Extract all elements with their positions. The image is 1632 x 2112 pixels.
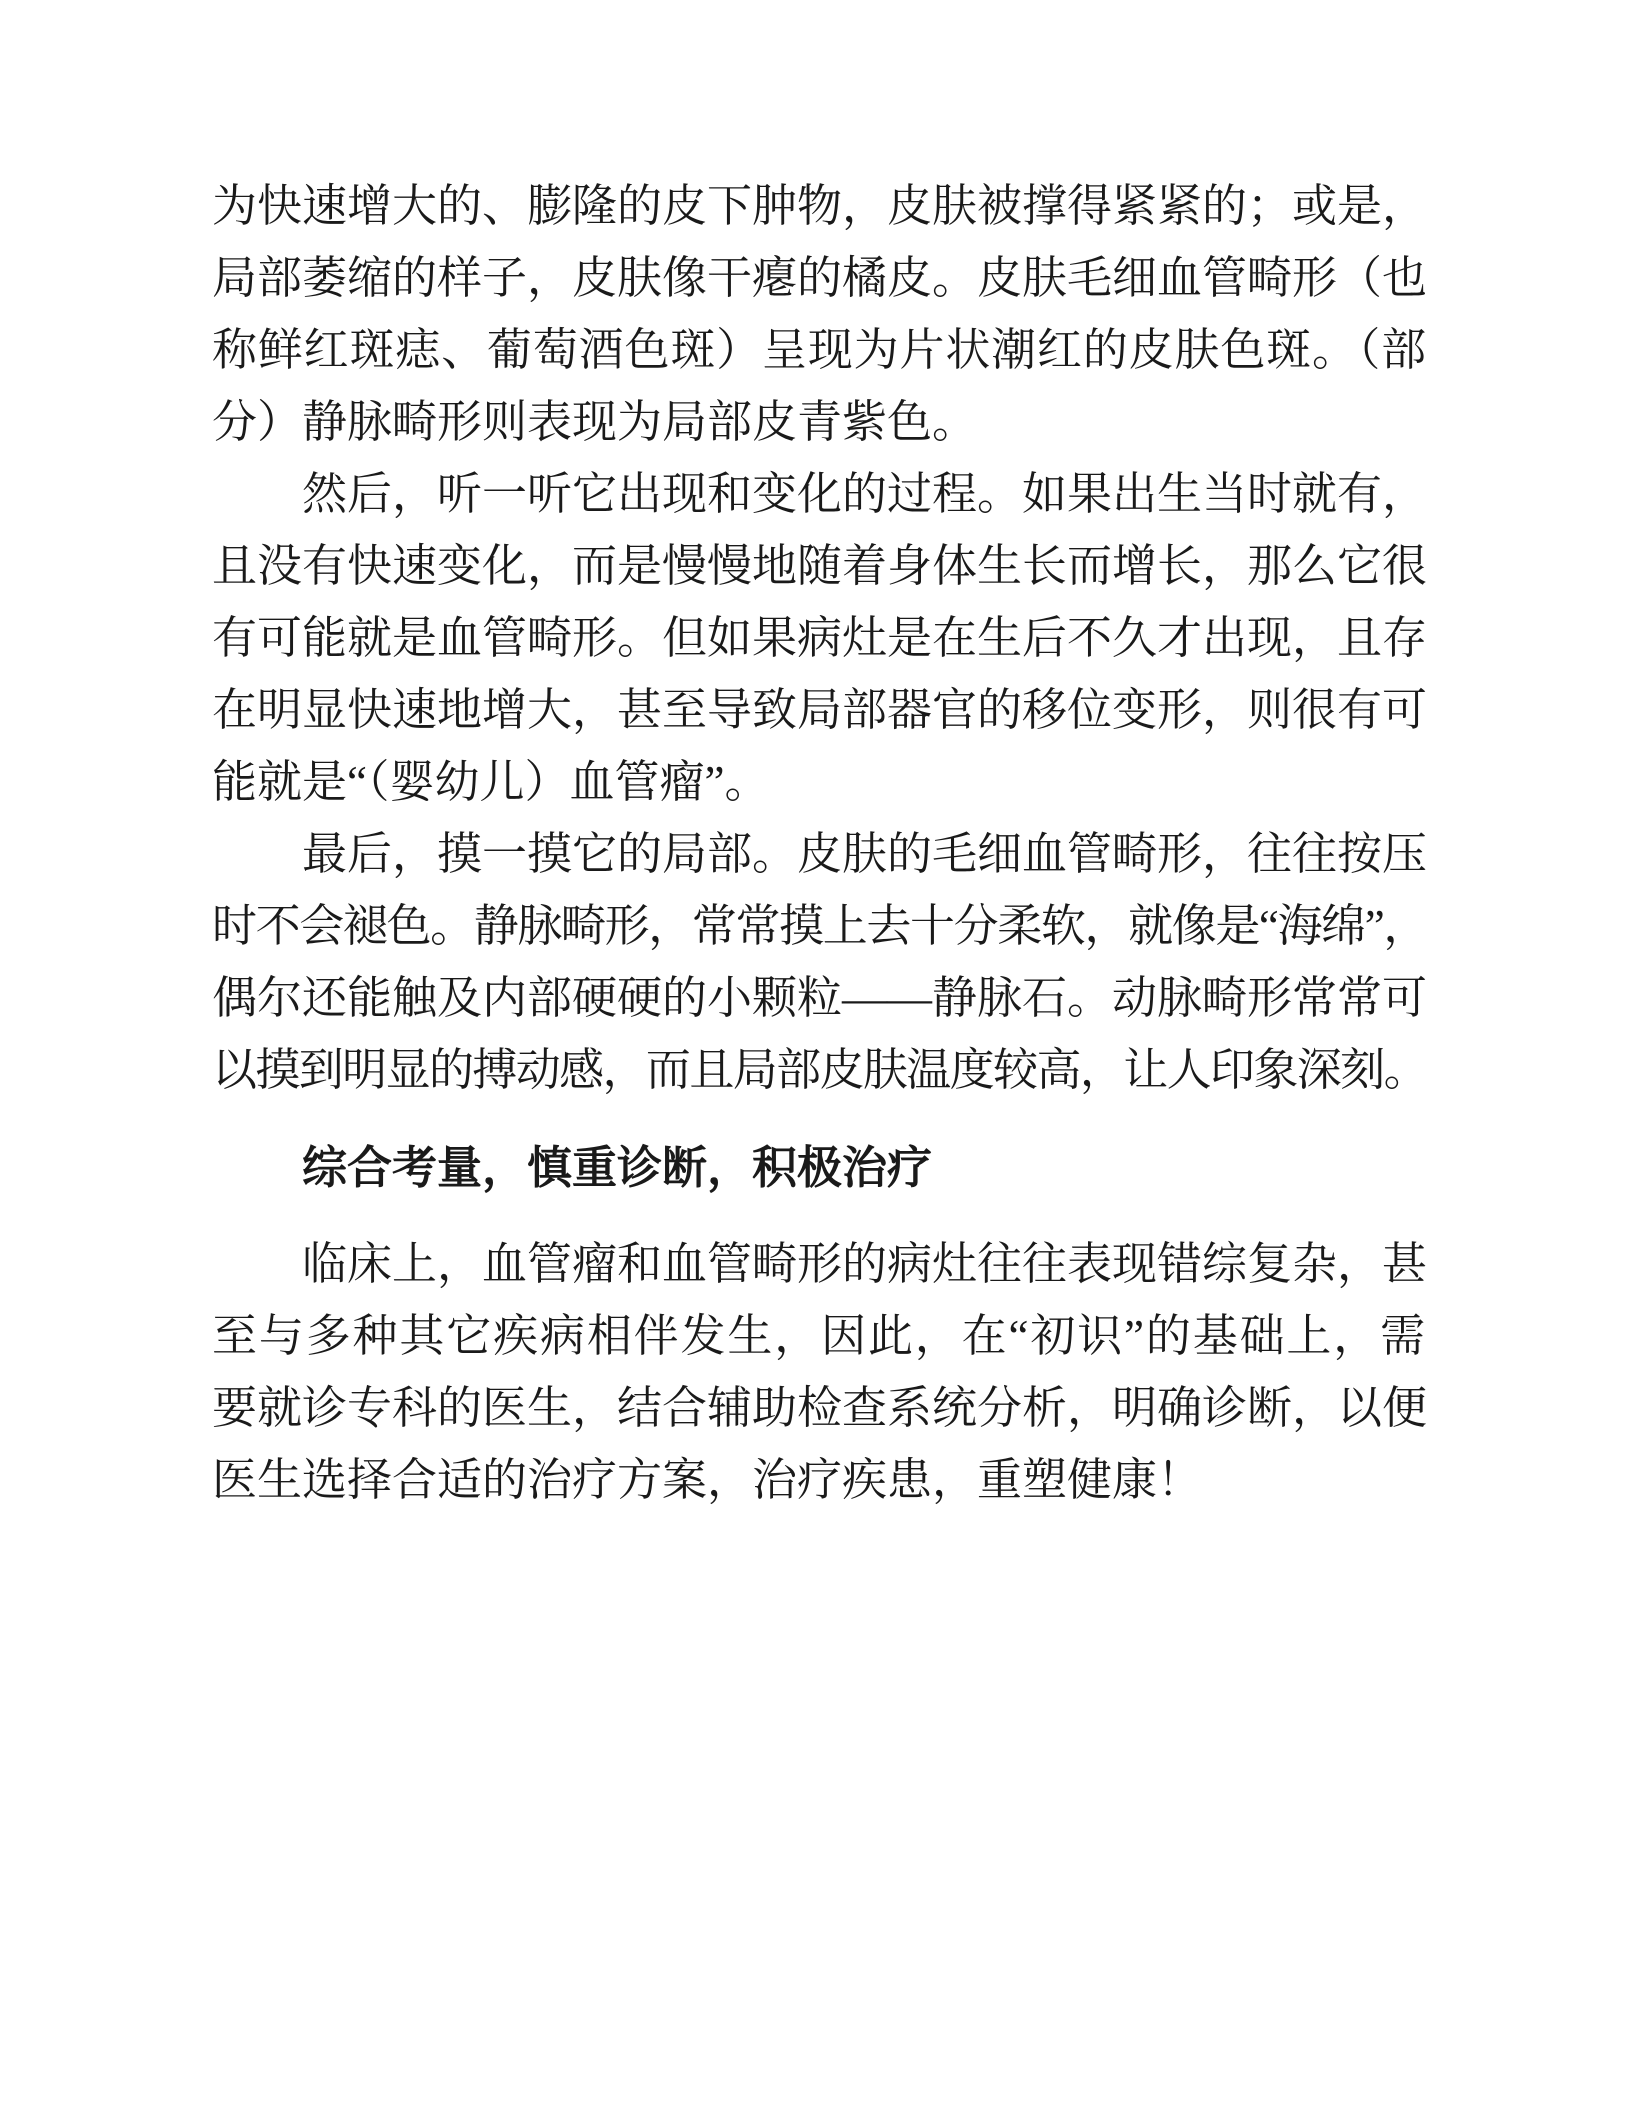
text-line: 偶尔还能触及内部硬硬的小颗粒——静脉石。动脉畸形常常可	[212, 973, 1427, 1023]
section-heading	[212, 1132, 1427, 1204]
text-line: 至与多种其它疾病相伴发生，因此，在“初识”的基础上，需	[212, 1311, 1427, 1361]
text-line: 局部萎缩的样子，皮肤像干瘪的橘皮。皮肤毛细血管畸形（也	[212, 253, 1427, 303]
heading-line: 综合考量，慎重诊断，积极治疗	[302, 1142, 933, 1193]
text-line: 临床上，血管瘤和血管畸形的病灶往往表现错综复杂，甚	[302, 1239, 1427, 1289]
text-line: 要就诊专科的医生，结合辅助检查系统分析，明确诊断，以便	[212, 1383, 1427, 1433]
text-line: 医生选择合适的治疗方案，治疗疾患，重塑健康！	[212, 1455, 1203, 1505]
text-line: 能就是“（婴幼儿）血管瘤”。	[212, 757, 770, 807]
text-line: 为快速增大的、膨隆的皮下肿物，皮肤被撑得紧紧的；或是，	[212, 181, 1427, 231]
text-line: 且没有快速变化，而是慢慢地随着身体生长而增长，那么它很	[212, 541, 1427, 591]
paragraph	[212, 818, 1427, 1106]
text-line: 分）静脉畸形则表现为局部皮青紫色。	[212, 397, 978, 447]
text-line: 以摸到明显的搏动感，而且局部皮肤温度较高，让人印象深刻。	[212, 1045, 1427, 1095]
text-line: 有可能就是血管畸形。但如果病灶是在生后不久才出现，且存	[212, 613, 1427, 663]
text-line: 时不会褪色。静脉畸形，常常摸上去十分柔软，就像是“海绵”，	[212, 901, 1427, 951]
paragraph	[212, 1228, 1427, 1516]
text-line: 称鲜红斑痣、葡萄酒色斑）呈现为片状潮红的皮肤色斑。（部	[212, 325, 1427, 375]
text-line: 然后，听一听它出现和变化的过程。如果出生当时就有，	[302, 469, 1427, 519]
text-line: 在明显快速地增大，甚至导致局部器官的移位变形，则很有可	[212, 685, 1427, 735]
paragraph	[212, 170, 1427, 458]
paragraph	[212, 458, 1427, 818]
text-line: 最后，摸一摸它的局部。皮肤的毛细血管畸形，往往按压	[302, 829, 1427, 879]
document-content	[212, 170, 1427, 1516]
